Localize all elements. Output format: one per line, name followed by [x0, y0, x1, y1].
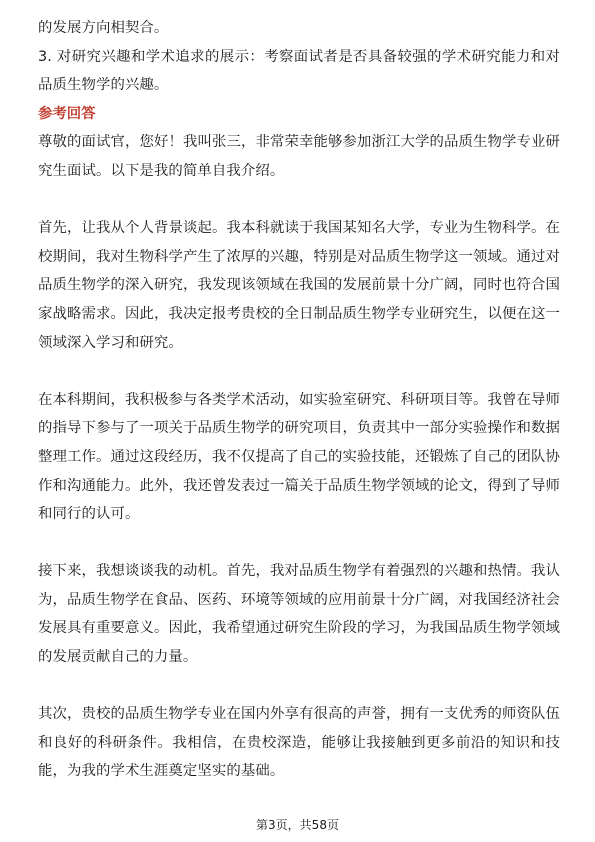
paragraph-undergrad-experience: 在本科期间，我积极参与各类学术活动，如实验室研究、科研项目等。我曾在导师的指导下参与了一项关于品质生物学的研究项目，负责其中一部分实验操作和数据整理工作。通过这段经历，我不仅提高了自己的实验技能，还锻炼了自己的团队协作和沟通能力。此外，我还曾发表过一篇关于品质生物学领域的论文，得到了导师和同行的认可。: [38, 391, 560, 523]
paragraph-intro-tail: 的发展方向相契合。: [38, 20, 169, 36]
paragraph-school-reputation: 其次，贵校的品质生物学专业在国内外享有很高的声誉，拥有一支优秀的师资队伍和良好的科研条件。我相信，在贵校深造，能够让我接触到更多前沿的知识和技能，为我的学术生涯奠定坚实的基础。: [38, 706, 560, 780]
paragraph-greeting: 尊敬的面试官，您好！我叫张三，非常荣幸能够参加浙江大学的品质生物学专业研究生面试。以下是我的简单自我介绍。: [38, 134, 560, 179]
section-heading-reference-answer: 参考回答: [38, 105, 96, 122]
paragraph-motivation: 接下来，我想谈谈我的动机。首先，我对品质生物学有着强烈的兴趣和热情。我认为，品质生物学在食品、医药、环境等领域的应用前景十分广阔，对我国经济社会发展具有重要意义。因此，我希望通过研究生阶段的学习，为我国品质生物学领域的发展贡献自己的力量。: [38, 563, 560, 666]
document-page: [38, 14, 560, 786]
paragraph-background: 首先，让我从个人背景谈起。我本科就读于我国某知名大学，专业为生物科学。在校期间，我对生物科学产生了浓厚的兴趣，特别是对品质生物学这一领域。通过对品质生物学的深入研究，我发现该领域在我国的发展前景十分广阔，同时也符合国家战略需求。因此，我决定报考贵校的全日制品质生物学专业研究生，以便在这一领域深入学习和研究。: [38, 220, 560, 351]
page-number-footer: 第3页，共58页: [256, 818, 339, 832]
paragraph-criterion-3: 3. 对研究兴趣和学术追求的展示：考察面试者是否具备较强的学术研究能力和对品质生物学的兴趣。: [38, 48, 560, 94]
